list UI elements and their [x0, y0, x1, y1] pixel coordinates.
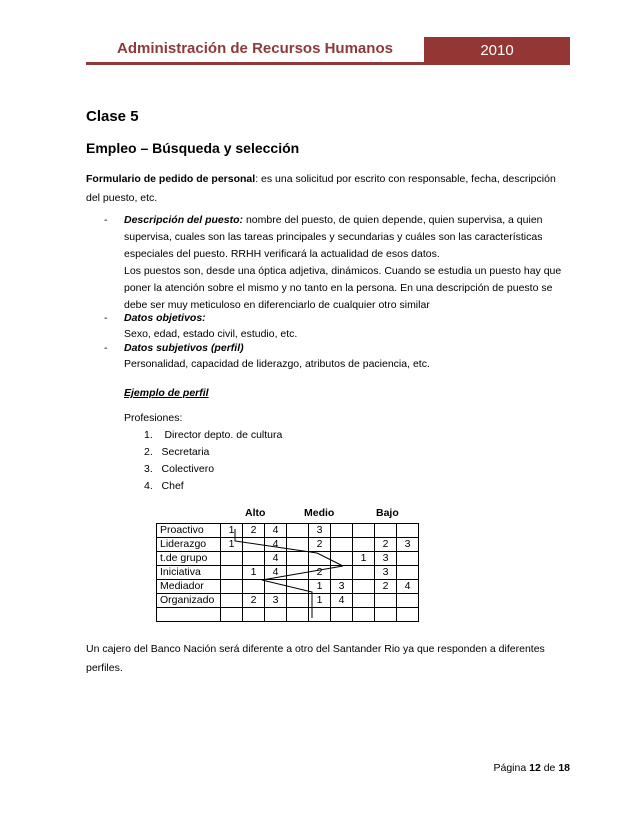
table-cell: 2: [243, 594, 265, 608]
table-row: [157, 608, 419, 622]
table-cell: 4: [265, 552, 287, 566]
ejemplo-title: Ejemplo de perfil: [124, 387, 209, 399]
table-cell: [397, 524, 419, 538]
descripcion-text1: nombre del puesto, de quien depende, quien supervisa, a quien: [243, 214, 543, 226]
table-cell: [243, 580, 265, 594]
col-header-alto: Alto: [245, 507, 266, 519]
profesion-num: 1.: [144, 429, 153, 441]
table-row: [157, 538, 419, 552]
intro-line1: : es una solicitud por escrito con responsable, fecha, descripción: [255, 173, 556, 185]
table-row: [157, 524, 419, 538]
profesion-num: 2.: [144, 446, 153, 458]
table-row: [157, 552, 419, 566]
intro-paragraph: [86, 170, 570, 208]
table-cell: 1: [243, 566, 265, 580]
table-cell: 4: [331, 594, 353, 608]
table-row: [157, 594, 419, 608]
closing-paragraph: [86, 640, 570, 678]
footer-sep: de: [540, 762, 559, 774]
row-label: Liderazgo: [157, 538, 221, 552]
table-cell: [221, 594, 243, 608]
header-year: 2010: [424, 37, 570, 65]
table-cell: [243, 552, 265, 566]
table-cell: 3: [309, 524, 331, 538]
col-header-medio: Medio: [304, 507, 335, 519]
table-cell: [331, 524, 353, 538]
table-cell: [243, 608, 265, 622]
footer-total: 18: [558, 762, 570, 774]
table-cell: 4: [265, 566, 287, 580]
profesion-name: Director depto. de cultura: [161, 429, 283, 441]
bullet-marker-1: -: [104, 214, 108, 226]
descripcion-line3: especiales del puesto. RRHH verificará la actualidad de esos datos.: [124, 248, 440, 260]
profile-table: [156, 523, 419, 622]
table-cell: [353, 594, 375, 608]
closing-line1: Un cajero del Banco Nación será diferente a otro del Santander Rio ya que responden a diferentes: [86, 643, 545, 655]
row-label: Organizado: [157, 594, 221, 608]
table-cell: 4: [265, 538, 287, 552]
table-cell: 2: [375, 538, 397, 552]
intro-line2: del puesto, etc.: [86, 192, 158, 204]
descripcion-line5: poner la atención sobre el mismo y no tanto en la persona. En una descripción de puesto se: [124, 282, 553, 294]
table-cell: [287, 608, 309, 622]
footer-prefix: Página: [493, 762, 530, 774]
table-cell: 2: [309, 538, 331, 552]
intro-term: Formulario de pedido de personal: [86, 173, 256, 185]
table-cell: 1: [309, 594, 331, 608]
bullet-marker-2: -: [104, 312, 108, 324]
table-cell: [309, 552, 331, 566]
profesion-name: Chef: [161, 480, 184, 492]
heading-clase: Clase 5: [86, 108, 139, 125]
subjetivos-text: Personalidad, capacidad de liderazgo, atributos de paciencia, etc.: [124, 358, 430, 370]
table-cell: [331, 566, 353, 580]
table-cell: 1: [221, 538, 243, 552]
row-label: Iniciativa: [157, 566, 221, 580]
closing-line2: perfiles.: [86, 662, 123, 674]
table-cell: [353, 580, 375, 594]
table-cell: [221, 608, 243, 622]
table-cell: [353, 524, 375, 538]
table-cell: [309, 608, 331, 622]
header-title: Administración de Recursos Humanos: [86, 37, 424, 65]
table-cell: [397, 566, 419, 580]
table-cell: [397, 608, 419, 622]
profesiones-label: Profesiones:: [124, 412, 183, 424]
table-cell: 2: [243, 524, 265, 538]
table-cell: [397, 594, 419, 608]
table-cell: [331, 538, 353, 552]
descripcion-line2: supervisa, cuales son las tareas principales y secundarias y cuáles son las características: [124, 231, 543, 243]
heading-empleo: Empleo – Búsqueda y selección: [86, 140, 300, 156]
table-cell: [265, 608, 287, 622]
objetivos-text: Sexo, edad, estado civil, estudio, etc.: [124, 328, 298, 340]
profesion-item: [144, 429, 282, 441]
table-cell: [243, 538, 265, 552]
table-cell: 1: [309, 580, 331, 594]
table-row: [157, 566, 419, 580]
table-cell: [287, 552, 309, 566]
descripcion-term: Descripción del puesto:: [124, 214, 244, 226]
profesion-num: 3.: [144, 463, 153, 475]
bullet-marker-3: -: [104, 342, 108, 354]
profesion-item: [144, 446, 209, 458]
profesion-name: Secretaria: [161, 446, 210, 458]
table-cell: [375, 594, 397, 608]
table-cell: 2: [309, 566, 331, 580]
page-header: [86, 37, 570, 65]
row-label: [157, 608, 221, 622]
table-cell: 4: [397, 580, 419, 594]
table-cell: [397, 552, 419, 566]
descripcion-line6: debe ser muy meticuloso en diferenciarlo de cualquier otro similar: [124, 299, 430, 311]
row-label: Proactivo: [157, 524, 221, 538]
table-cell: [353, 608, 375, 622]
table-cell: 1: [353, 552, 375, 566]
profesion-name: Colectivero: [161, 463, 215, 475]
profesion-num: 4.: [144, 480, 153, 492]
table-cell: [287, 580, 309, 594]
col-header-bajo: Bajo: [376, 507, 399, 519]
table-cell: 3: [331, 580, 353, 594]
table-cell: 3: [375, 566, 397, 580]
table-cell: [287, 524, 309, 538]
table-cell: [331, 608, 353, 622]
table-cell: [265, 580, 287, 594]
table-cell: [375, 608, 397, 622]
table-cell: [353, 538, 375, 552]
table-cell: 3: [397, 538, 419, 552]
row-label: t.de grupo: [157, 552, 221, 566]
table-cell: 3: [375, 552, 397, 566]
table-cell: [221, 552, 243, 566]
table-cell: [331, 552, 353, 566]
profesion-item: [144, 463, 214, 475]
table-cell: [287, 538, 309, 552]
footer-page: 12: [529, 762, 541, 774]
table-cell: [221, 566, 243, 580]
table-cell: [287, 566, 309, 580]
table-row: [157, 580, 419, 594]
page-footer: [493, 762, 570, 774]
objetivos-term: Datos objetivos:: [124, 312, 206, 324]
table-cell: [375, 524, 397, 538]
table-cell: [287, 594, 309, 608]
table-cell: 4: [265, 524, 287, 538]
table-cell: [221, 580, 243, 594]
table-cell: 1: [221, 524, 243, 538]
profesion-item: [144, 480, 184, 492]
table-cell: 3: [265, 594, 287, 608]
subjetivos-term: Datos subjetivos (perfil): [124, 342, 244, 354]
table-cell: 2: [375, 580, 397, 594]
descripcion-line1: [124, 214, 543, 226]
table-cell: [353, 566, 375, 580]
row-label: Mediador: [157, 580, 221, 594]
descripcion-line4: Los puestos son, desde una óptica adjetiva, dinámicos. Cuando se estudia un puesto hay que: [124, 265, 562, 277]
